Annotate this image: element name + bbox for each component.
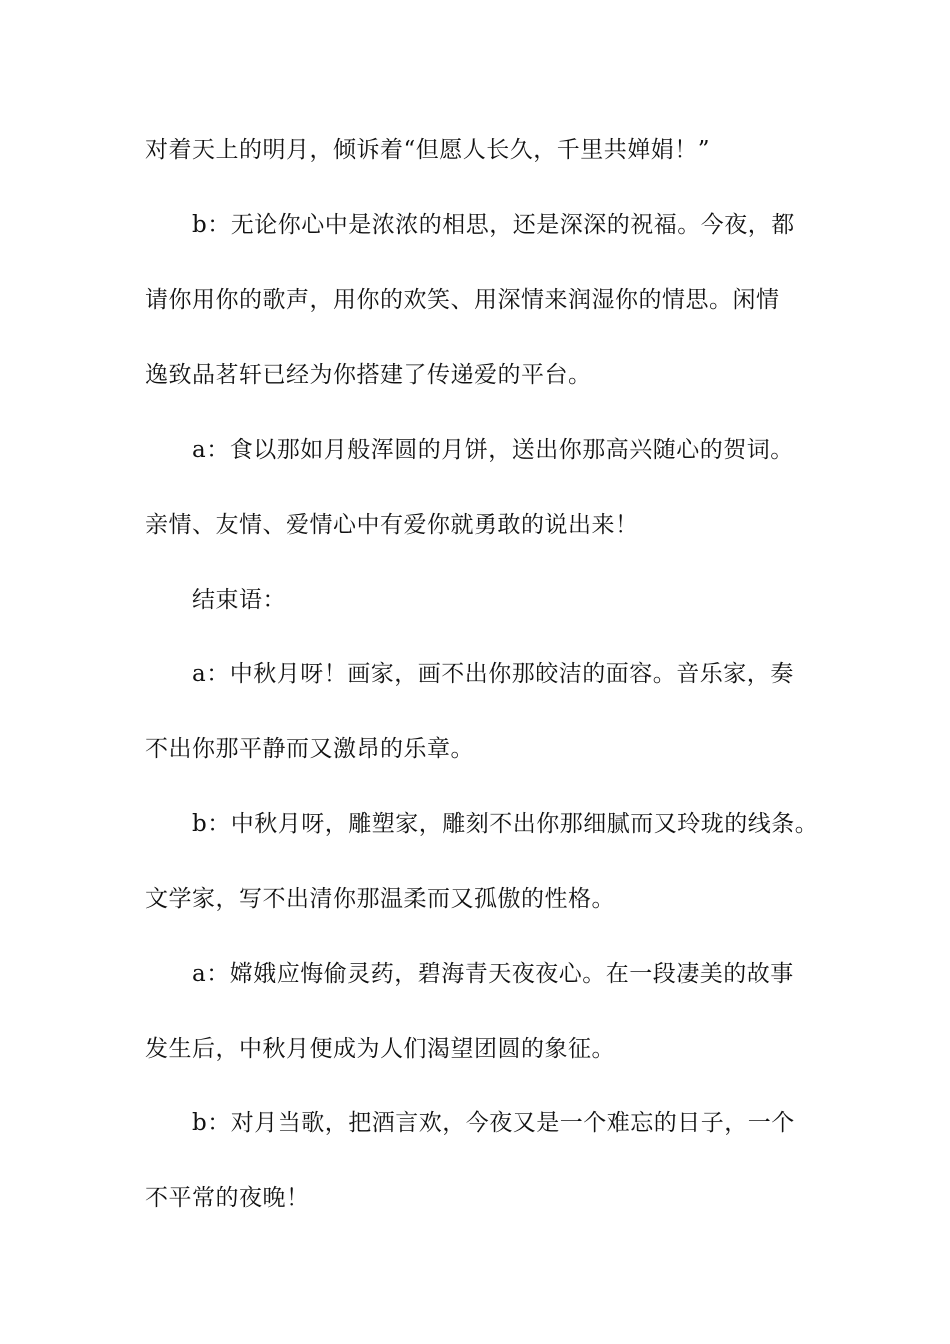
section-heading: 结束语：: [192, 587, 286, 613]
text-line: 请你用你的歌声，用你的欢笑、用深情来润湿你的情思。闲情: [145, 287, 780, 313]
text-line: a：中秋月呀！画家，画不出你那皎洁的面容。音乐家，奏: [192, 661, 794, 687]
text-line: a：嫦娥应悔偷灵药，碧海青天夜夜心。在一段凄美的故事: [192, 961, 794, 987]
text-line: b：对月当歌，把酒言欢，今夜又是一个难忘的日子，一个: [192, 1110, 795, 1136]
text-line: 逸致品茗轩已经为你搭建了传递爱的平台。: [145, 362, 592, 388]
text-line: 对着天上的明月，倾诉着“但愿人长久，千里共婵娟！”: [145, 137, 711, 163]
text-line: 发生后，中秋月便成为人们渴望团圆的象征。: [145, 1036, 615, 1062]
text-line: 不平常的夜晚！: [145, 1185, 310, 1211]
text-line: a：食以那如月般浑圆的月饼，送出你那高兴随心的贺词。: [192, 437, 794, 463]
text-line: b：中秋月呀，雕塑家，雕刻不出你那细腻而又玲珑的线条。: [192, 811, 819, 837]
text-line: 文学家，写不出清你那温柔而又孤傲的性格。: [145, 886, 615, 912]
text-line: b：无论你心中是浓浓的相思，还是深深的祝福。今夜，都: [192, 212, 795, 238]
text-line: 不出你那平静而又激昂的乐章。: [145, 736, 474, 762]
text-line: 亲情、友情、爱情心中有爱你就勇敢的说出来！: [145, 512, 639, 538]
